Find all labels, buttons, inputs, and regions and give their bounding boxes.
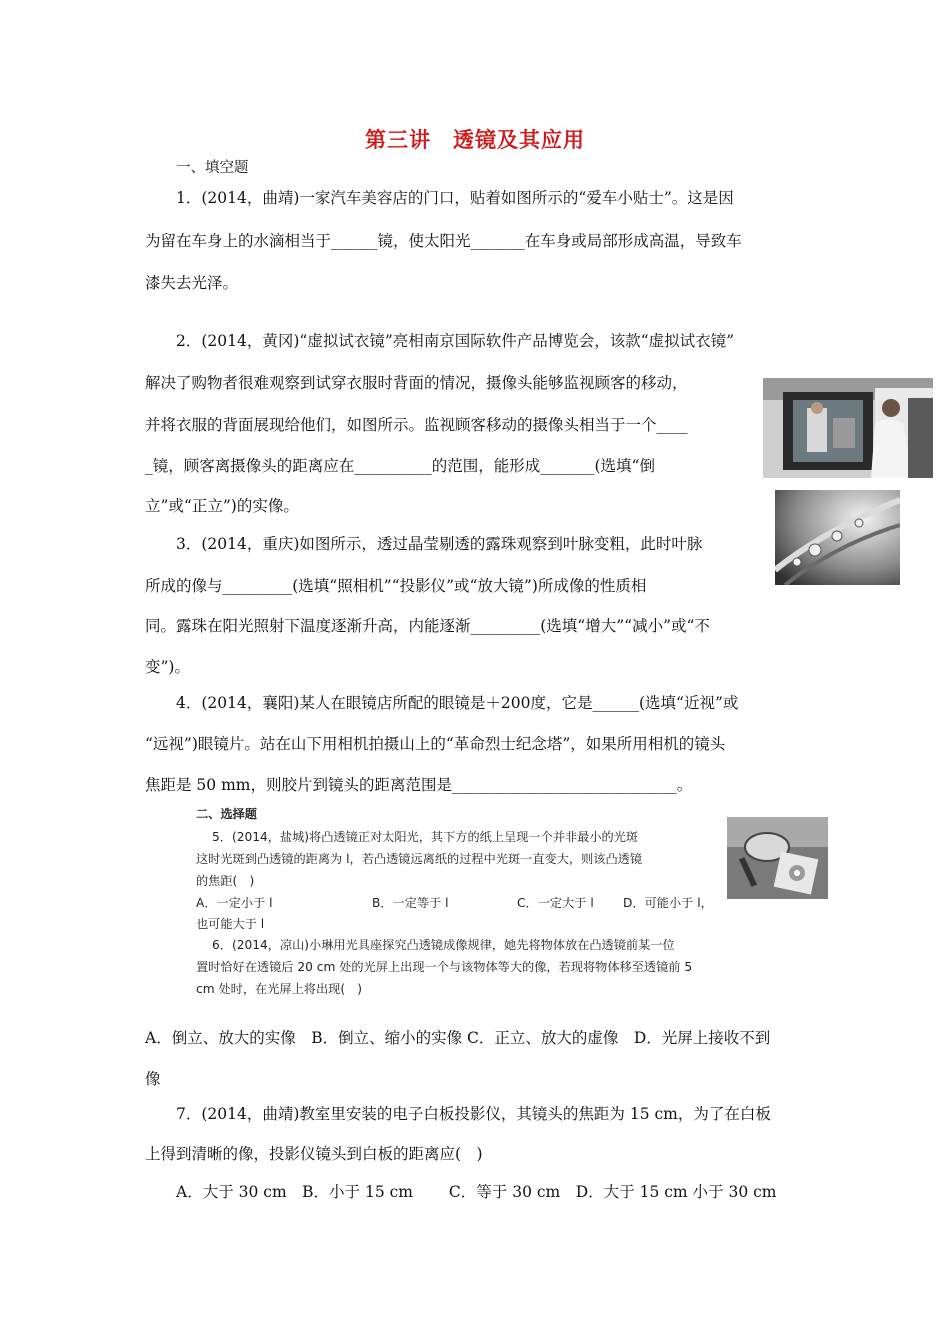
question-5-option-a: A．一定小于 l — [196, 896, 273, 910]
page-title: 第三讲 透镜及其应用 — [365, 128, 585, 152]
question-6-line-2: 置时恰好在透镜后 20 cm 处的光屏上出现一个与该物体等大的像，若现将物体移至透镜前 5 — [196, 960, 693, 974]
question-4-line-2: “远视”)眼镜片。站在山下用相机拍摄山上的“革命烈士纪念塔”，如果所用相机的镜头 — [145, 735, 726, 753]
question-7-line-1: 7．(2014，曲靖)教室里安装的电子白板投影仪，其镜头的焦距为 15 cm，为了在白板 — [176, 1105, 771, 1123]
question-2-line-3: 并将衣服的背面展现给他们，如图所示。监视顾客移动的摄像头相当于一个____ — [145, 416, 688, 434]
question-5-option-b: B．一定等于 l — [372, 896, 449, 910]
virtual-mirror-photo — [763, 378, 933, 478]
question-5-line-2: 这时光斑到凸透镜的距离为 l，若凸透镜远离纸的过程中光斑一直变大，则该凸透镜 — [196, 852, 643, 866]
question-4-line-3: 焦距是 50 mm，则胶片到镜头的距离范围是_____________________________。 — [145, 776, 693, 794]
question-6-line-3: cm 处时，在光屏上将出现( ) — [196, 982, 363, 996]
question-1-line-1: 1．(2014，曲靖)一家汽车美容店的门口，贴着如图所示的“爱车小贴士”。这是因 — [176, 189, 734, 207]
question-6-options-continued: 像 — [145, 1070, 161, 1088]
section-heading-fill-in: 一、填空题 — [176, 160, 249, 176]
question-5-option-d: D．可能小于 l， — [623, 896, 713, 910]
question-1-line-3: 漆失去光泽。 — [145, 274, 239, 292]
question-2-line-4: _镜，顾客离摄像头的距离应在__________的范围，能形成_______(选填“倒 — [145, 457, 655, 475]
question-2-line-5: 立”或“正立”)的实像。 — [145, 497, 299, 515]
question-7-options: A．大于 30 cm B．小于 15 cm C．等于 30 cm D．大于 15 cm 小于 30 cm — [176, 1183, 777, 1201]
question-5-option-c: C．一定大于 l — [517, 896, 594, 910]
question-5-line-5: 也可能大于 l — [196, 917, 265, 931]
question-3-line-3: 同。露珠在阳光照射下温度逐渐升高，内能逐渐_________(选填“增大”“减小”或“不 — [145, 617, 710, 635]
question-6-options: A．倒立、放大的实像 B．倒立、缩小的实像 C．正立、放大的虚像 D．光屏上接收不到 — [145, 1029, 771, 1047]
question-6-line-1: 6．(2014，凉山)小琳用光具座探究凸透镜成像规律，她先将物体放在凸透镜前某一位 — [212, 938, 675, 952]
question-2-line-1: 2．(2014，黄冈)“虚拟试衣镜”亮相南京国际软件产品博览会，该款“虚拟试衣镜” — [176, 332, 735, 350]
question-5-line-3: 的焦距( ) — [196, 874, 255, 888]
convex-lens-photo — [727, 817, 828, 899]
question-3-line-4: 变”)。 — [145, 658, 190, 676]
question-3-line-1: 3．(2014，重庆)如图所示，透过晶莹剔透的露珠观察到叶脉变粗，此时叶脉 — [176, 535, 703, 553]
question-1-line-2: 为留在车身上的水滴相当于______镜，使太阳光_______在车身或局部形成高温，导致车 — [145, 232, 742, 250]
section-heading-multiple-choice: 二、选择题 — [196, 807, 257, 821]
question-7-line-2: 上得到清晰的像，投影仪镜头到白板的距离应( ) — [145, 1145, 483, 1163]
question-4-line-1: 4．(2014，襄阳)某人在眼镜店所配的眼镜是＋200度，它是______(选填“近视”或 — [176, 694, 739, 712]
question-3-line-2: 所成的像与_________(选填“照相机”“投影仪”或“放大镜”)所成像的性质相 — [145, 577, 647, 595]
dew-drops-leaf-photo — [775, 490, 900, 585]
question-2-line-2: 解决了购物者很难观察到试穿衣服时背面的情况，摄像头能够监视顾客的移动， — [145, 374, 688, 392]
question-5-line-1: 5．(2014，盐城)将凸透镜正对太阳光，其下方的纸上呈现一个并非最小的光斑 — [212, 830, 639, 844]
